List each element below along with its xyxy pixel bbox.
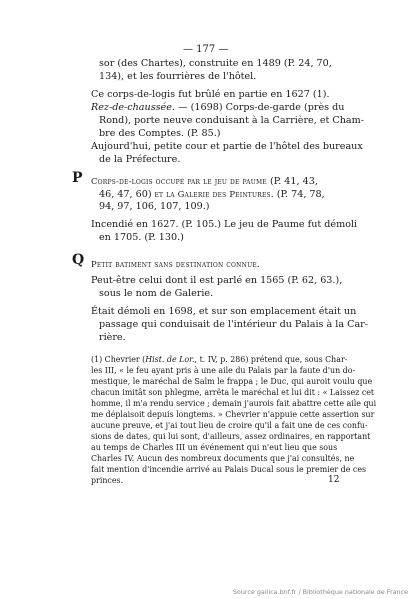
- entry-p-refs: (P. 41, 43,: [266, 176, 318, 187]
- rdc-label: Rez-de-chaussée.: [91, 102, 175, 113]
- text-line: passage qui conduisait de l'intérieur du Palais à la Car-: [99, 319, 369, 330]
- footnote-text: (1) Chevrier (: [91, 355, 146, 364]
- text-line: rière.: [99, 332, 126, 343]
- source-footer: Source gallica.bnf.fr / Bibliothèque nationale de France: [232, 588, 408, 596]
- footnote-text: , t. IV, p. 286) prétend que, sous Char-: [194, 355, 348, 364]
- text-span: sor (des Chartes), construite en 1489 (P. 24, 70,: [99, 58, 332, 69]
- text-line: bre des Comptes. (P. 85.): [99, 128, 221, 139]
- footnote-citation: Hist. de Lor.: [145, 355, 195, 364]
- footnote-line: sions de dates, qui lui sont, d'ailleurs, assez ordinaires, en rapportant: [91, 432, 371, 441]
- entry-p-title: Corps-de-logis occupé par le jeu de paume: [91, 176, 267, 186]
- text-line: sous le nom de Galerie.: [99, 288, 214, 299]
- footnote-line: mestique, le maréchal de Salm le frappa ; le Duc, qui auroit voulu que: [91, 377, 373, 386]
- entry-p-refs: 46, 47, 60): [99, 189, 152, 200]
- footnote-line: chacun imitât son phlegme, arrêta le maréchal et lui dit : « Laissez cet: [91, 388, 375, 397]
- entry-p-title-2: et la Galerie des Peintures.: [151, 189, 274, 199]
- entry-letter-p: P: [72, 170, 83, 186]
- entry-q-title: Petit batiment sans destination connue.: [91, 259, 260, 269]
- entry-p-heading-3: 94, 97, 106, 107, 109.): [99, 201, 210, 212]
- folio-signature: 12: [328, 475, 340, 485]
- entry-p-heading: [91, 175, 318, 188]
- text-line: de la Préfecture.: [99, 154, 181, 165]
- text-line: [99, 71, 256, 83]
- entry-p-heading-2: [99, 188, 325, 201]
- footnote-line: [91, 355, 347, 366]
- footnote-line: aucune preuve, et j'ai tout lieu de croire qu'il a fait une de ces confu-: [91, 421, 368, 430]
- text-line: [99, 58, 332, 70]
- paragraph-o-rdc: [91, 102, 344, 114]
- paragraph-q-1: Peut-être celui dont il est parlé en 1565 (P. 62, 63.),: [91, 275, 343, 286]
- paragraph-q-2: Était démoli en 1698, et sur son emplacement était un: [91, 306, 357, 317]
- footnote-line: au temps de Charles III un événement qui n'eut lieu que sous: [91, 443, 338, 452]
- footnote-line: me déplaisoit depuis longtems. » Chevrier n'appuie cette assertion sur: [91, 410, 375, 419]
- text-line: en 1705. (P. 130.): [99, 232, 184, 243]
- paragraph-o-burned: Ce corps-de-logis fut brûlé en partie en 1627 (1).: [91, 89, 330, 100]
- text-line: Rond), porte neuve conduisant à la Carrière, et Cham-: [99, 115, 364, 126]
- footnote-line: princes.: [91, 476, 124, 485]
- paragraph-o-today: Aujourd'hui, petite cour et partie de l'hôtel des bureaux: [91, 141, 363, 152]
- footnote-line: homme, il m'a rendu service ; demain j'aurois fait abattre cette aile qui: [91, 399, 377, 408]
- entry-letter-q: Q: [72, 252, 85, 268]
- footnote-line: Charles IV. Aucun des nombreux documents que j'ai consultés, ne: [91, 454, 355, 463]
- footnote-line: fait mention d'incendie arrivé au Palais Ducal sous le premier de ces: [91, 465, 367, 474]
- paragraph-p-fire: Incendié en 1627. (P. 105.) Le jeu de Paume fut démoli: [91, 219, 358, 230]
- entry-p-refs: (P. 74, 78,: [273, 189, 325, 200]
- text-span: 134), et les fourrières de l'hôtel.: [99, 71, 257, 82]
- rdc-text: — (1698) Corps-de-garde (près du: [174, 102, 345, 113]
- footnote-line: les III, « le feu ayant pris à une aile du Palais par la faute d'un do-: [91, 366, 356, 375]
- running-head: — 177 —: [183, 44, 229, 55]
